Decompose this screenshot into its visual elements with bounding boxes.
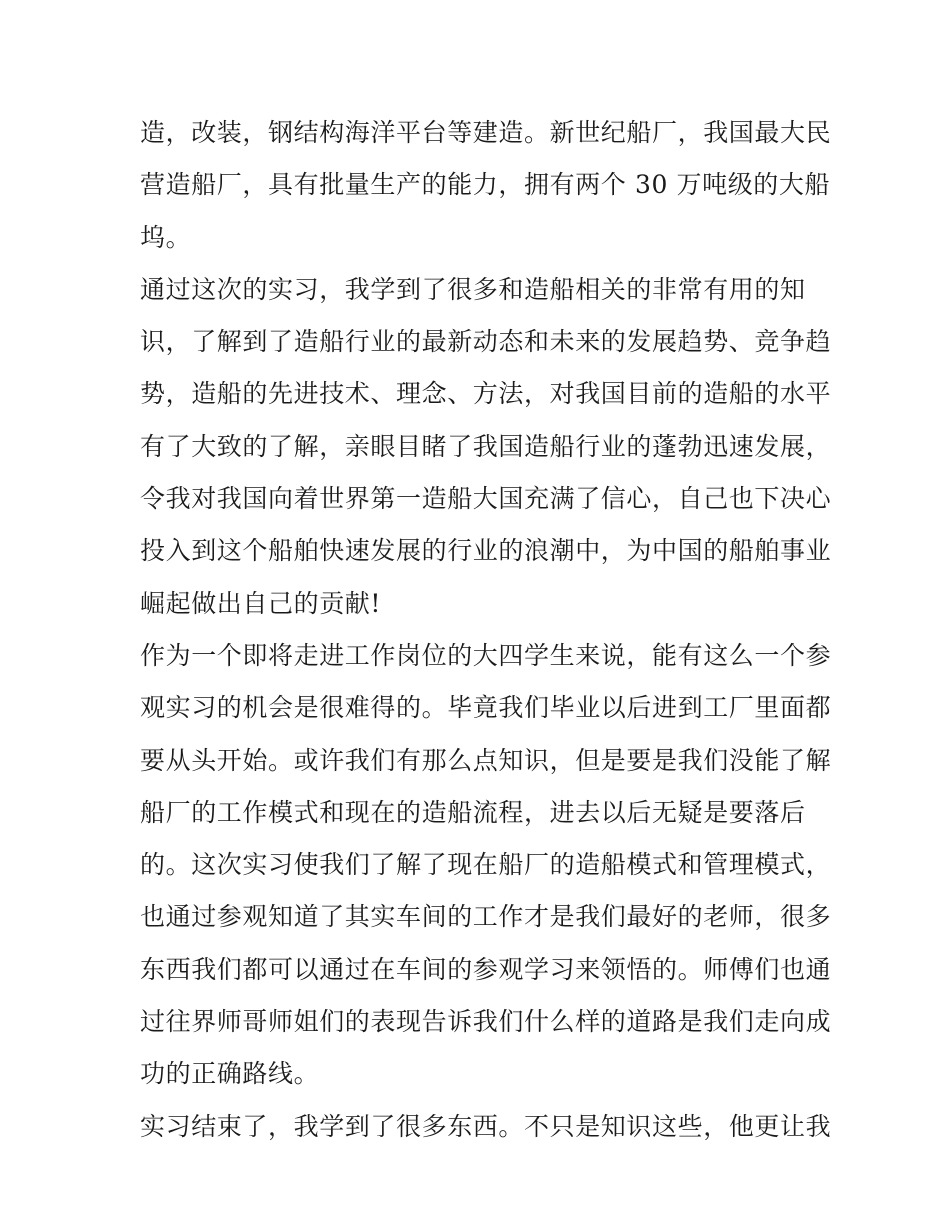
text-line: 有了大致的了解，亲眼目睹了我国造船行业的蓬勃迅速发展， [140,431,832,461]
text-line: 崛起做出自己的贡献! [140,588,382,618]
text-line: 造，改装，钢结构海洋平台等建造。新世纪船厂，我国最大民 [140,118,832,147]
text-line: 东西我们都可以通过在车间的参观学习来领悟的。师傅们也通 [140,954,832,984]
text-line: 观实习的机会是很难得的。毕竟我们毕业以后进到工厂里面都 [140,693,832,723]
text-line: 要从头开始。或许我们有那么点知识，但是要是我们没能了解 [140,745,832,775]
text-line: 过往界师哥师姐们的表现告诉我们什么样的道路是我们走向成 [140,1007,832,1037]
text-line: 船厂的工作模式和现在的造船流程，进去以后无疑是要落后 [140,797,806,827]
text-line: 势，造船的先进技术、理念、方法，对我国目前的造船的水平 [140,379,832,409]
text-line: 识，了解到了造船行业的最新动态和未来的发展趋势、竞争趋 [140,327,832,357]
text-line: 投入到这个船舶快速发展的行业的浪潮中，为中国的船舶事业 [140,536,832,566]
text-line: 营造船厂，具有批量生产的能力，拥有两个 30 万吨级的大船 [140,170,831,200]
text-line: 的。这次实习使我们了解了现在船厂的造船模式和管理模式， [140,850,832,880]
text-line: 令我对我国向着世界第一造船大国充满了信心，自己也下决心 [140,484,832,514]
document-body [140,107,832,1153]
text-line: 实习结束了，我学到了很多东西。不只是知识这些，他更让我 [140,1111,832,1141]
text-line: 也通过参观知道了其实车间的工作才是我们最好的老师，很多 [140,902,832,932]
text-line: 坞。 [140,222,192,252]
text-line: 作为一个即将走进工作岗位的大四学生来说，能有这么一个参 [140,640,832,670]
text-line: 功的正确路线。 [140,1059,320,1089]
text-line: 通过这次的实习，我学到了很多和造船相关的非常有用的知 [140,274,806,304]
